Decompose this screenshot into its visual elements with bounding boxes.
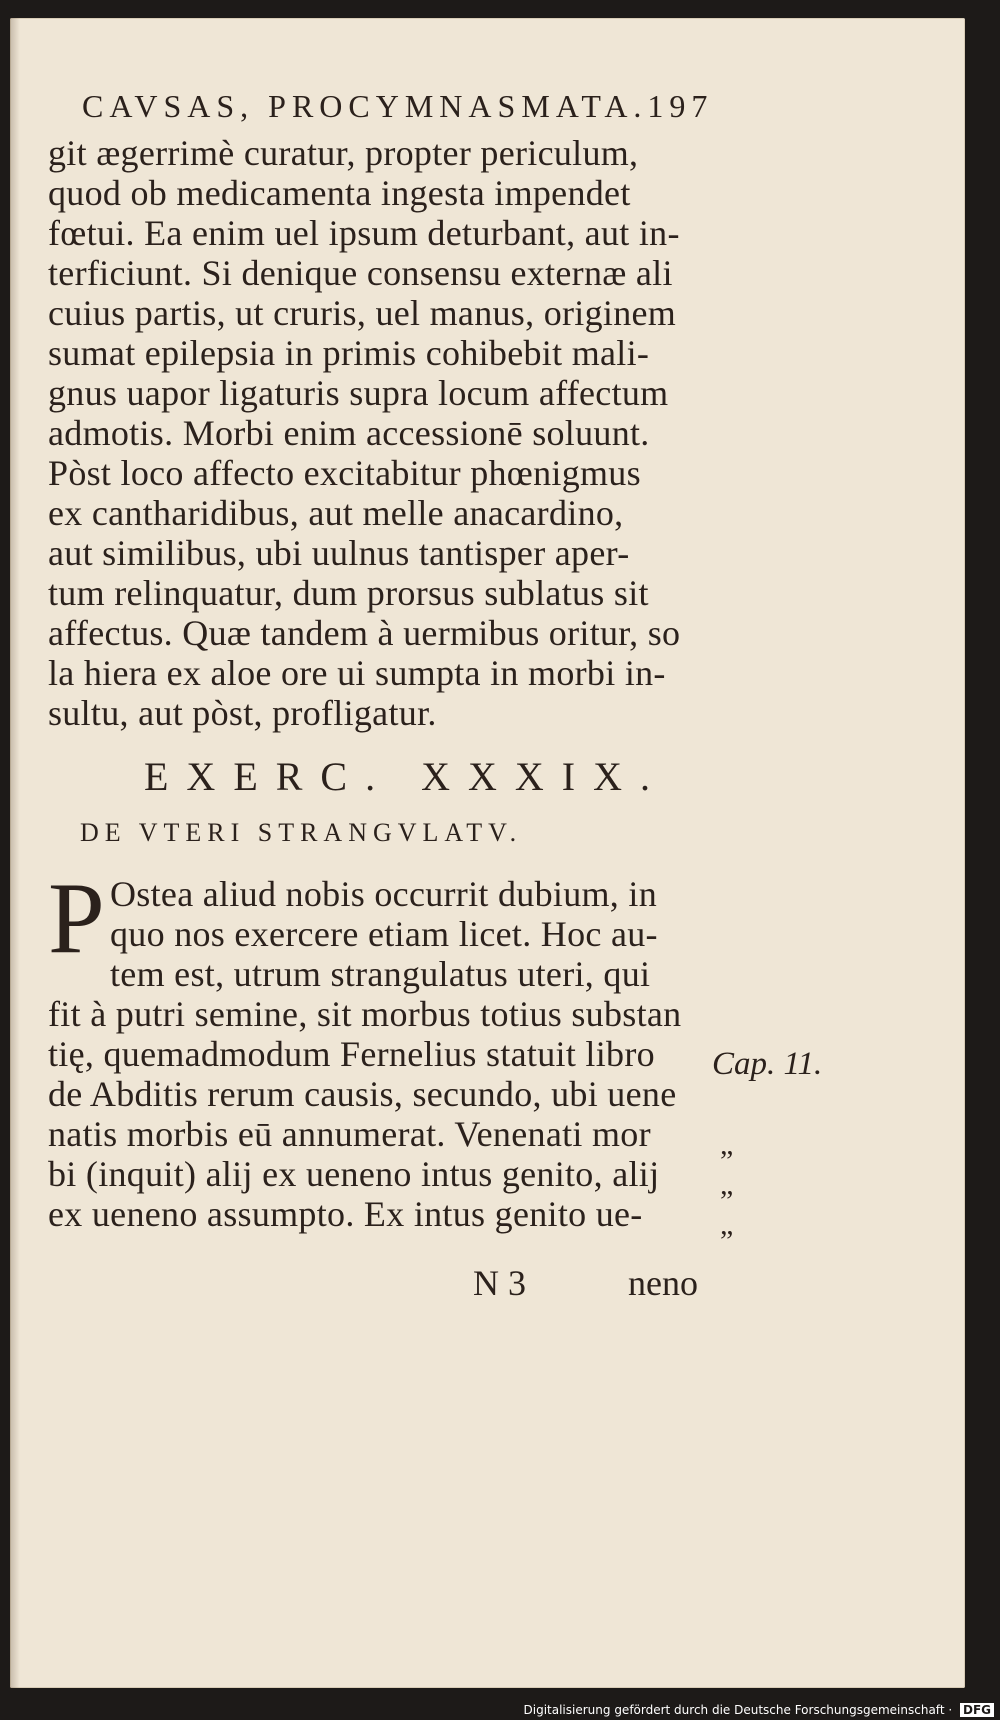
running-head: CAVSAS, PROCYMNASMATA.197	[82, 88, 714, 124]
section-subtitle: DE VTERI STRANGVLATV.	[80, 818, 523, 847]
text-line: Ostea aliud nobis occurrit dubium, in	[110, 874, 658, 914]
text-line: quo nos exercere etiam licet. Hoc au-	[110, 914, 658, 954]
catchword: neno	[628, 1263, 698, 1303]
text-line: tię, quemadmodum Fernelius statuit libro	[48, 1034, 655, 1074]
text-line: gnus uapor ligaturis supra locum affectum	[48, 373, 669, 413]
text-line: Pòst loco affecto excitabitur phœnigmus	[48, 453, 641, 493]
top-paragraph	[48, 133, 718, 733]
text-line: sultu, aut pòst, profligatur.	[48, 693, 437, 733]
text-line: aut similibus, ubi uulnus tantisper aper-	[48, 533, 630, 573]
text-line: ex ueneno assumpto. Ex intus genito ue-	[48, 1194, 643, 1234]
text-line: ex cantharidibus, aut melle anacardino,	[48, 493, 624, 533]
dropcap-paragraph	[48, 862, 718, 994]
text-line: quod ob medicamenta ingesta impendet	[48, 173, 631, 213]
digitization-credit	[520, 1702, 998, 1718]
section-title: EXERC. XXXIX.	[144, 754, 668, 799]
text-line: cuius partis, ut cruris, uel manus, originem	[48, 293, 677, 333]
text-line: admotis. Morbi enim accessionē soluunt.	[48, 413, 650, 453]
book-page	[10, 18, 965, 1688]
text-line: fit à putri semine, sit morbus totius substan	[48, 994, 682, 1034]
text-line: tem est, utrum strangulatus uteri, qui	[110, 954, 651, 994]
quote-mark: „	[720, 1168, 734, 1201]
text-line: bi (inquit) alij ex ueneno intus genito, alij	[48, 1154, 660, 1194]
text-line: la hiera ex aloe ore ui sumpta in morbi in-	[48, 653, 666, 693]
dfg-logo: DFG	[960, 1703, 994, 1717]
drop-cap-letter: P	[48, 862, 105, 975]
text-line: sumat epilepsia in primis cohibebit mali-	[48, 333, 650, 373]
quote-mark: „	[720, 1128, 734, 1161]
credit-text: Digitalisierung gefördert durch die Deutsche Forschungsgemeinschaft ·	[523, 1703, 953, 1717]
text-line: natis morbis eū annumerat. Venenati mor	[48, 1114, 651, 1154]
text-line: de Abditis rerum causis, secundo, ubi uene	[48, 1074, 677, 1114]
text-block	[48, 88, 718, 1234]
text-line: fœtui. Ea enim uel ipsum deturbant, aut in-	[48, 213, 680, 253]
quote-mark: „	[720, 1208, 734, 1241]
text-line: tum relinquatur, dum prorsus sublatus sit	[48, 573, 649, 613]
margin-note: Cap. 11.	[712, 1046, 823, 1082]
text-line: terficiunt. Si denique consensu externæ ali	[48, 253, 673, 293]
signature-mark: N 3	[473, 1263, 526, 1303]
text-line: git ægerrimè curatur, propter periculum,	[48, 133, 639, 173]
text-line: affectus. Quæ tandem à uermibus oritur, so	[48, 613, 681, 653]
bottom-paragraph	[48, 994, 718, 1234]
